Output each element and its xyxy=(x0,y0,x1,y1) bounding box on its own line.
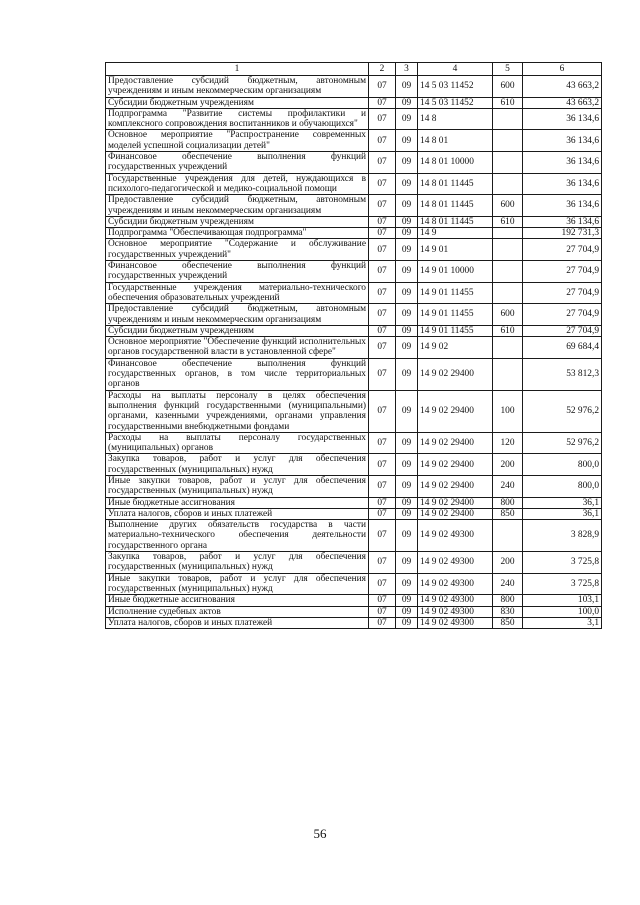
cell-subsection: 09 xyxy=(396,358,418,390)
table-row xyxy=(106,76,602,98)
cell-expense-type: 610 xyxy=(493,325,523,336)
cell-section: 07 xyxy=(369,304,396,326)
cell-subsection: 09 xyxy=(396,390,418,432)
cell-target-article: 14 9 02 29400 xyxy=(418,497,493,508)
cell-description: Финансовое обеспечение выполнения функций государственных учреждений xyxy=(106,152,369,174)
cell-expense-type: 610 xyxy=(493,97,523,108)
table-row xyxy=(106,520,602,552)
cell-section: 07 xyxy=(369,239,396,261)
cell-subsection: 09 xyxy=(396,195,418,217)
cell-target-article: 14 9 02 29400 xyxy=(418,508,493,519)
cell-description: Предоставление субсидий бюджетным, автономным учреждениям и иным некоммерческим организациям xyxy=(106,304,369,326)
cell-subsection: 09 xyxy=(396,454,418,476)
cell-section: 07 xyxy=(369,595,396,606)
cell-section: 07 xyxy=(369,475,396,497)
cell-expense-type xyxy=(493,282,523,304)
cell-section: 07 xyxy=(369,261,396,283)
cell-section: 07 xyxy=(369,173,396,195)
cell-target-article: 14 9 02 49300 xyxy=(418,606,493,617)
cell-target-article: 14 9 02 49300 xyxy=(418,573,493,595)
table-row xyxy=(106,108,602,130)
cell-target-article: 14 9 02 49300 xyxy=(418,617,493,628)
table-row xyxy=(106,595,602,606)
cell-subsection: 09 xyxy=(396,130,418,152)
cell-section: 07 xyxy=(369,130,396,152)
cell-expense-type xyxy=(493,520,523,552)
cell-target-article: 14 5 03 11452 xyxy=(418,97,493,108)
cell-expense-type: 600 xyxy=(493,304,523,326)
cell-description: Подпрограмма "Развитие системы профилактики и комплексного сопровождения воспитанников и обучающихся" xyxy=(106,108,369,130)
cell-expense-type xyxy=(493,239,523,261)
cell-expense-type: 800 xyxy=(493,497,523,508)
cell-section: 07 xyxy=(369,454,396,476)
cell-description: Уплата налогов, сборов и иных платежей xyxy=(106,508,369,519)
cell-amount: 3 725,8 xyxy=(523,573,602,595)
cell-expense-type: 800 xyxy=(493,595,523,606)
cell-subsection: 09 xyxy=(396,228,418,239)
cell-section: 07 xyxy=(369,325,396,336)
cell-subsection: 09 xyxy=(396,573,418,595)
cell-subsection: 09 xyxy=(396,475,418,497)
cell-description: Субсидии бюджетным учреждениям xyxy=(106,216,369,227)
cell-target-article: 14 9 01 11455 xyxy=(418,282,493,304)
cell-amount: 36,1 xyxy=(523,508,602,519)
cell-subsection: 09 xyxy=(396,173,418,195)
cell-amount: 103,1 xyxy=(523,595,602,606)
cell-amount: 3 828,9 xyxy=(523,520,602,552)
cell-subsection: 09 xyxy=(396,552,418,574)
cell-amount: 36 134,6 xyxy=(523,173,602,195)
cell-target-article: 14 9 02 29400 xyxy=(418,358,493,390)
cell-subsection: 09 xyxy=(396,595,418,606)
cell-subsection: 09 xyxy=(396,282,418,304)
cell-subsection: 09 xyxy=(396,325,418,336)
cell-expense-type: 850 xyxy=(493,617,523,628)
table-row xyxy=(106,432,602,454)
cell-expense-type: 850 xyxy=(493,508,523,519)
cell-subsection: 09 xyxy=(396,520,418,552)
column-header: 4 xyxy=(418,63,493,76)
cell-amount: 36 134,6 xyxy=(523,216,602,227)
cell-target-article: 14 8 01 11445 xyxy=(418,216,493,227)
cell-section: 07 xyxy=(369,216,396,227)
cell-description: Основное мероприятие "Обеспечение функций исполнительных органов государственной власти в установленной сфере" xyxy=(106,337,369,359)
cell-amount: 27 704,9 xyxy=(523,304,602,326)
cell-expense-type: 830 xyxy=(493,606,523,617)
column-header: 5 xyxy=(493,63,523,76)
cell-description: Исполнение судебных актов xyxy=(106,606,369,617)
table-row xyxy=(106,228,602,239)
cell-target-article: 14 9 02 xyxy=(418,337,493,359)
cell-description: Выполнение других обязательств государства в части материально-технического обеспечения деятельности государственного органа xyxy=(106,520,369,552)
cell-section: 07 xyxy=(369,337,396,359)
cell-section: 07 xyxy=(369,508,396,519)
cell-amount: 43 663,2 xyxy=(523,97,602,108)
cell-description: Закупка товаров, работ и услуг для обеспечения государственных (муниципальных) нужд xyxy=(106,454,369,476)
cell-target-article: 14 9 01 11455 xyxy=(418,304,493,326)
cell-section: 07 xyxy=(369,228,396,239)
cell-section: 07 xyxy=(369,606,396,617)
cell-section: 07 xyxy=(369,97,396,108)
cell-amount: 36,1 xyxy=(523,497,602,508)
cell-description: Предоставление субсидий бюджетным, автономным учреждениям и иным некоммерческим организациям xyxy=(106,195,369,217)
table-row xyxy=(106,475,602,497)
cell-section: 07 xyxy=(369,573,396,595)
cell-amount: 36 134,6 xyxy=(523,108,602,130)
cell-expense-type xyxy=(493,152,523,174)
cell-section: 07 xyxy=(369,617,396,628)
cell-subsection: 09 xyxy=(396,76,418,98)
cell-subsection: 09 xyxy=(396,508,418,519)
table-row xyxy=(106,130,602,152)
cell-subsection: 09 xyxy=(396,432,418,454)
column-header: 3 xyxy=(396,63,418,76)
cell-subsection: 09 xyxy=(396,239,418,261)
cell-target-article: 14 9 01 xyxy=(418,239,493,261)
table-row xyxy=(106,261,602,283)
budget-table xyxy=(105,62,602,629)
table-row xyxy=(106,508,602,519)
cell-section: 07 xyxy=(369,152,396,174)
cell-section: 07 xyxy=(369,432,396,454)
cell-description: Расходы на выплаты персоналу в целях обеспечения выполнения функций государственными (муниципальными) органами, казенными учреждениями, органами управления государственными внебюджетными фондами xyxy=(106,390,369,432)
cell-section: 07 xyxy=(369,76,396,98)
cell-description: Иные закупки товаров, работ и услуг для обеспечения государственных (муниципальных) нужд xyxy=(106,573,369,595)
cell-amount: 52 976,2 xyxy=(523,432,602,454)
table-row xyxy=(106,390,602,432)
cell-target-article: 14 8 01 xyxy=(418,130,493,152)
cell-target-article: 14 9 02 29400 xyxy=(418,475,493,497)
cell-amount: 192 731,3 xyxy=(523,228,602,239)
cell-amount: 800,0 xyxy=(523,454,602,476)
table-header-row xyxy=(106,63,602,76)
table-row xyxy=(106,239,602,261)
table-row xyxy=(106,454,602,476)
cell-target-article: 14 9 02 29400 xyxy=(418,454,493,476)
cell-section: 07 xyxy=(369,108,396,130)
cell-description: Уплата налогов, сборов и иных платежей xyxy=(106,617,369,628)
cell-description: Основное мероприятие "Распространение современных моделей успешной социализации детей" xyxy=(106,130,369,152)
cell-amount: 27 704,9 xyxy=(523,261,602,283)
cell-amount: 3 725,8 xyxy=(523,552,602,574)
cell-expense-type: 600 xyxy=(493,195,523,217)
cell-description: Иные бюджетные ассигнования xyxy=(106,497,369,508)
cell-description: Государственные учреждения для детей, нуждающихся в психолого-педагогической и медико-социальной помощи xyxy=(106,173,369,195)
cell-amount: 53 812,3 xyxy=(523,358,602,390)
cell-description: Субсидии бюджетным учреждениям xyxy=(106,325,369,336)
table-row xyxy=(106,337,602,359)
cell-target-article: 14 9 02 29400 xyxy=(418,432,493,454)
table-row xyxy=(106,195,602,217)
cell-amount: 27 704,9 xyxy=(523,239,602,261)
table-body xyxy=(106,76,602,629)
cell-expense-type xyxy=(493,173,523,195)
cell-description: Иные закупки товаров, работ и услуг для обеспечения государственных (муниципальных) нужд xyxy=(106,475,369,497)
cell-section: 07 xyxy=(369,520,396,552)
cell-target-article: 14 9 02 49300 xyxy=(418,552,493,574)
cell-amount: 36 134,6 xyxy=(523,130,602,152)
cell-amount: 36 134,6 xyxy=(523,152,602,174)
cell-expense-type: 610 xyxy=(493,216,523,227)
cell-amount: 43 663,2 xyxy=(523,76,602,98)
table-row xyxy=(106,282,602,304)
cell-target-article: 14 5 03 11452 xyxy=(418,76,493,98)
cell-expense-type: 100 xyxy=(493,390,523,432)
cell-amount: 100,0 xyxy=(523,606,602,617)
table-row xyxy=(106,152,602,174)
cell-expense-type: 600 xyxy=(493,76,523,98)
table-row xyxy=(106,617,602,628)
cell-target-article: 14 9 02 29400 xyxy=(418,390,493,432)
table-row xyxy=(106,497,602,508)
cell-expense-type xyxy=(493,261,523,283)
cell-subsection: 09 xyxy=(396,304,418,326)
cell-description: Подпрограмма "Обеспечивающая подпрограмма" xyxy=(106,228,369,239)
cell-amount: 52 976,2 xyxy=(523,390,602,432)
cell-description: Государственные учреждения материально-технического обеспечения образовательных учреждений xyxy=(106,282,369,304)
cell-amount: 69 684,4 xyxy=(523,337,602,359)
column-header: 6 xyxy=(523,63,602,76)
cell-description: Финансовое обеспечение выполнения функций государственных органов, в том числе территориальных органов xyxy=(106,358,369,390)
cell-subsection: 09 xyxy=(396,97,418,108)
cell-expense-type: 120 xyxy=(493,432,523,454)
cell-amount: 3,1 xyxy=(523,617,602,628)
cell-target-article: 14 8 01 11445 xyxy=(418,195,493,217)
cell-amount: 27 704,9 xyxy=(523,325,602,336)
cell-description: Предоставление субсидий бюджетным, автономным учреждениям и иным некоммерческим организациям xyxy=(106,76,369,98)
cell-amount: 800,0 xyxy=(523,475,602,497)
cell-subsection: 09 xyxy=(396,606,418,617)
cell-expense-type: 240 xyxy=(493,475,523,497)
column-header: 2 xyxy=(369,63,396,76)
cell-description: Субсидии бюджетным учреждениям xyxy=(106,97,369,108)
page-number: 56 xyxy=(313,826,327,841)
cell-subsection: 09 xyxy=(396,216,418,227)
cell-subsection: 09 xyxy=(396,337,418,359)
table-row xyxy=(106,304,602,326)
column-header: 1 xyxy=(106,63,369,76)
cell-expense-type xyxy=(493,358,523,390)
table-row xyxy=(106,97,602,108)
table-row xyxy=(106,216,602,227)
cell-expense-type xyxy=(493,130,523,152)
cell-description: Иные бюджетные ассигнования xyxy=(106,595,369,606)
cell-subsection: 09 xyxy=(396,108,418,130)
cell-section: 07 xyxy=(369,497,396,508)
cell-target-article: 14 9 02 49300 xyxy=(418,595,493,606)
cell-amount: 36 134,6 xyxy=(523,195,602,217)
cell-subsection: 09 xyxy=(396,152,418,174)
cell-expense-type xyxy=(493,108,523,130)
cell-target-article: 14 9 01 10000 xyxy=(418,261,493,283)
cell-amount: 27 704,9 xyxy=(523,282,602,304)
cell-section: 07 xyxy=(369,358,396,390)
cell-expense-type xyxy=(493,337,523,359)
cell-description: Основное мероприятие "Содержание и обслуживание государственных учреждений" xyxy=(106,239,369,261)
cell-description: Расходы на выплаты персоналу государственных (муниципальных) органов xyxy=(106,432,369,454)
table-row xyxy=(106,325,602,336)
cell-target-article: 14 8 xyxy=(418,108,493,130)
cell-target-article: 14 9 01 11455 xyxy=(418,325,493,336)
cell-subsection: 09 xyxy=(396,261,418,283)
cell-subsection: 09 xyxy=(396,617,418,628)
table-row xyxy=(106,173,602,195)
cell-target-article: 14 9 xyxy=(418,228,493,239)
cell-expense-type: 240 xyxy=(493,573,523,595)
cell-section: 07 xyxy=(369,552,396,574)
cell-section: 07 xyxy=(369,282,396,304)
cell-description: Финансовое обеспечение выполнения функций государственных учреждений xyxy=(106,261,369,283)
table-row xyxy=(106,573,602,595)
table-row xyxy=(106,606,602,617)
cell-expense-type: 200 xyxy=(493,454,523,476)
cell-expense-type xyxy=(493,228,523,239)
table-row xyxy=(106,552,602,574)
cell-target-article: 14 8 01 10000 xyxy=(418,152,493,174)
cell-description: Закупка товаров, работ и услуг для обеспечения государственных (муниципальных) нужд xyxy=(106,552,369,574)
cell-subsection: 09 xyxy=(396,497,418,508)
table-row xyxy=(106,358,602,390)
cell-target-article: 14 8 01 11445 xyxy=(418,173,493,195)
cell-expense-type: 200 xyxy=(493,552,523,574)
cell-section: 07 xyxy=(369,390,396,432)
cell-section: 07 xyxy=(369,195,396,217)
cell-target-article: 14 9 02 49300 xyxy=(418,520,493,552)
